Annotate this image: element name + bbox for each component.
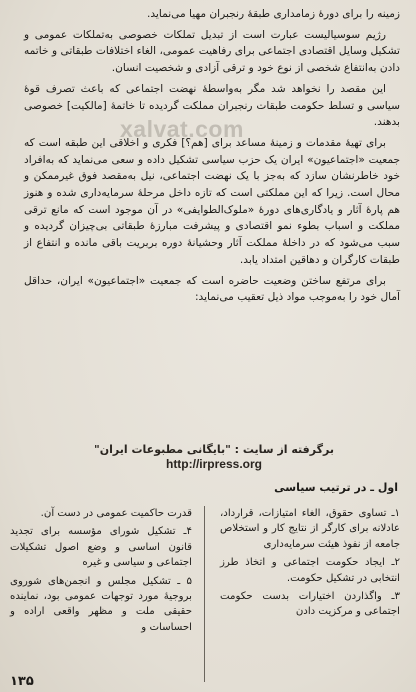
list-item: ۵ ـ تشکیل مجلس و انجمن‌های شوروی بروجیهٔ مورد توجهات عمومی بود، نماینده حقیقی ملت و مظهر واقعی اراده و احساسات و bbox=[10, 575, 192, 633]
paragraph-1: زمینه را برای دورهٔ زمامداری طبقهٔ رنجبران مهیا می‌نماید. bbox=[147, 8, 400, 20]
paragraph-3: این مقصد را نخواهد شد مگر به‌واسطهٔ نهضت اجتماعی که باعث تصرف قوهٔ سیاسی و تسلط حکومت طبقات رنجبران مملکت گردیده تا خاتمهٔ [مالکیت] خصوصی بدهند. bbox=[24, 82, 400, 129]
source-credit: برگرفته از سایت : "بایگانی مطبوعات ایران" bbox=[94, 443, 334, 456]
column-divider bbox=[204, 506, 205, 682]
list-item: ۲ـ ایجاد حکومت اجتماعی و اتخاذ طرز انتخابی در تشکیل حکومت. bbox=[220, 557, 400, 584]
watermark: xalvat.com bbox=[120, 116, 244, 142]
list-item: ۴ـ تشکیل شورای مؤسسه برای تجدید قانون اساسی و وضع اصول تشکیلات اجتماعی و سیاسی و غیره bbox=[10, 526, 192, 569]
paragraph-5: برای مرتفع ساختن وضعیت حاضره است که جمعیت «اجتماعیون» ایران، حداقل آمال خود را به‌موجب مواد ذیل تعقیب می‌نماید: bbox=[24, 274, 400, 304]
right-column bbox=[220, 506, 400, 623]
source-url: http://irpress.org bbox=[165, 457, 262, 471]
section-title: اول ـ در ترتیب سیاسی bbox=[274, 481, 398, 494]
paragraph-2: رژیم سوسیالیست عبارت است از تبدیل تملکات خصوصی به‌تملکات عمومی و تشکیل وسایل اقتصادی اجتماعی برای رفاهیت عمومی، الغاء اختلافات طبقاتی و خاتمه دادن به‌انتفاع شخصی از نوع خود و ترقی آزادی و شخصیت انسان. bbox=[24, 28, 400, 75]
page-number: ۱۳۵ bbox=[10, 674, 34, 689]
paragraph-4: برای تهیهٔ مقدمات و زمینهٔ مساعد برای [هم؟] فکری و اخلاقی این طبقه است که جمعیت «اجتماعیون» ایران یک حزب سیاسی تشکیل داده و سعی می‌نماید که به‌افراد خود خاطرنشان سازد که به‌جز با یک نهضت اجتماعی، نیل به‌مقصد فوق غیرممکن و محال است. زیرا که این مملکتی است که تازه داخل مرحلهٔ سرمایه‌داری شده و هنوز هم پارهٔ آثار و یادگاری‌های دورهٔ «ملوک‌الطوایفی» در آن موجود است که مانع ترقی مملکت و اسباب بطوء نمو اقتصادی و پیشرفت مبارزهٔ طبقاتی بی‌چیزان گردیده و سبب می‌شود که در داخلهٔ مملکت آثار وحشیانهٔ دوره بربریت باقی مانده و انتفاع از طبقات کارگران و دهاقین امتداد یابد. bbox=[24, 136, 400, 266]
list-item: ۱ـ تساوی حقوق، الغاء امتیازات، قرارداد، عادلانه برای کارگر از نتایج کار و استخلاص جامعه از نفوذ هیئت سرمایه‌داری bbox=[220, 508, 400, 550]
left-column bbox=[10, 506, 192, 638]
list-item: قدرت حاکمیت عمومی در دست آن. bbox=[40, 508, 192, 519]
list-item: ۳ـ واگذاردن اختیارات بدست حکومت اجتماعی و مرکزیت دادن bbox=[220, 591, 400, 618]
body-text bbox=[24, 6, 400, 306]
source-note bbox=[64, 442, 364, 472]
